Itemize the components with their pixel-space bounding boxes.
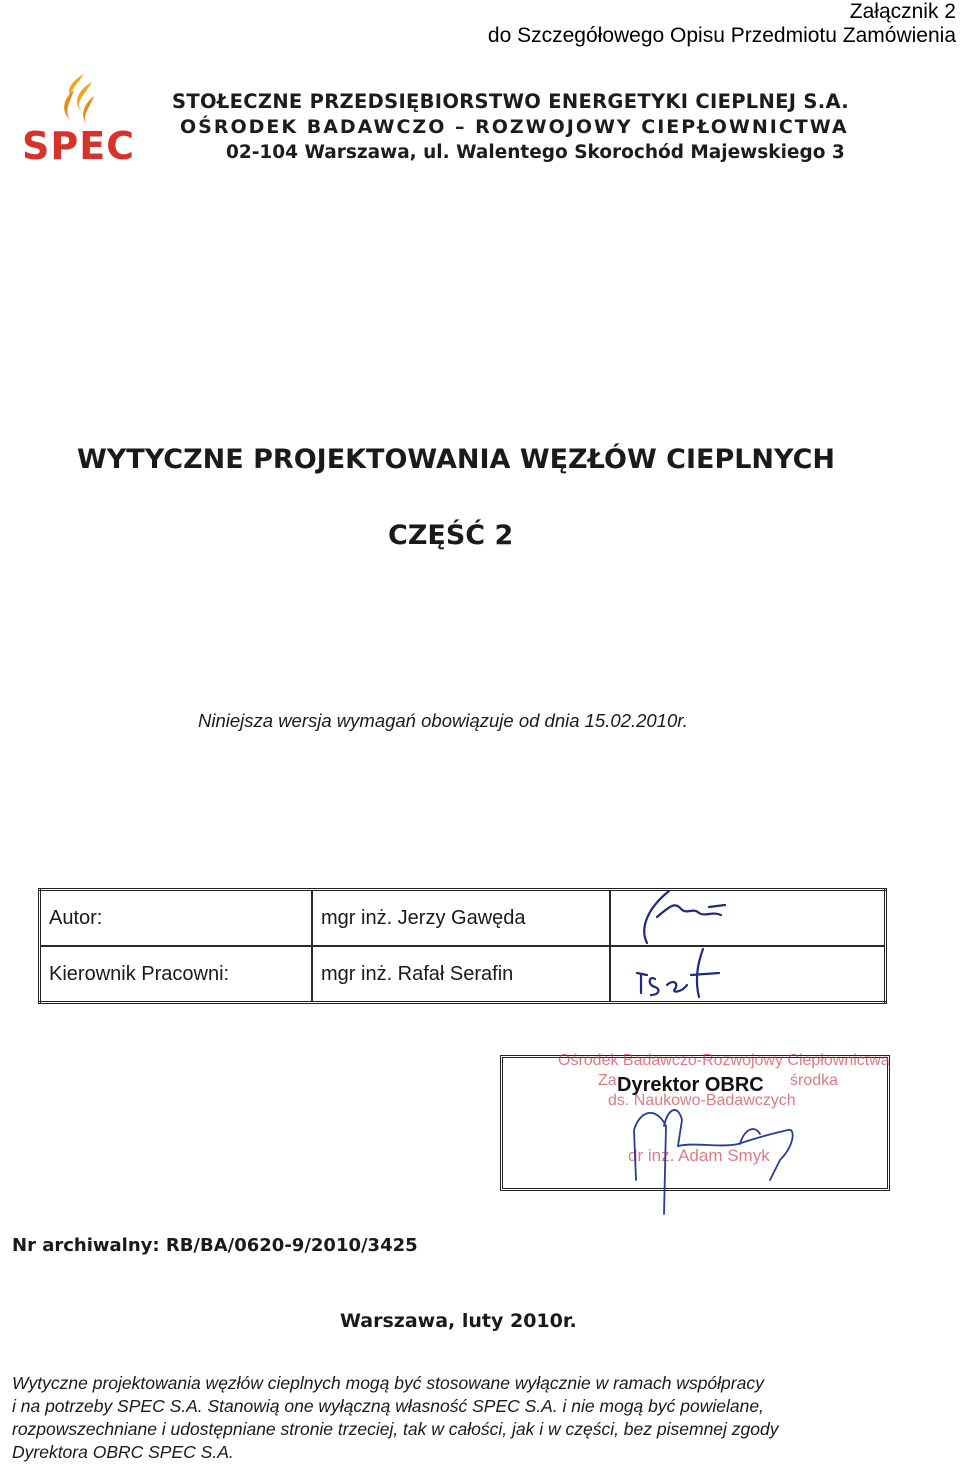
attachment-number: Załącznik 2 xyxy=(849,0,956,23)
attachment-note xyxy=(488,0,956,48)
manager-name: mgr inż. Rafał Serafin xyxy=(312,946,610,1003)
disclaimer xyxy=(12,1372,892,1464)
author-row xyxy=(40,890,886,947)
disclaimer-line: rozpowszechniane i udostępniane stronie trzeciej, tak w całości, jak i w części, bez pisemnej zgody xyxy=(12,1419,779,1439)
stamp-line-fragment-end: środka xyxy=(790,1072,839,1089)
company-name: STOŁECZNE PRZEDSIĘBIORSTWO ENERGETYKI CIEPLNEJ S.A. xyxy=(172,90,849,113)
attachment-reference: do Szczegółowego Opisu Przedmiotu Zamówienia xyxy=(487,24,956,47)
document-part: CZĘŚĆ 2 xyxy=(388,520,514,551)
stamp-person: dr inż. Adam Smyk xyxy=(628,1146,770,1165)
author-signature-image xyxy=(629,887,749,947)
stamp-line-fragment: Za xyxy=(598,1072,617,1089)
flame-icon xyxy=(54,72,102,128)
manager-role: Kierownik Pracowni: xyxy=(40,946,313,1003)
archive-number: Nr archiwalny: RB/BA/0620-9/2010/3425 xyxy=(12,1235,418,1256)
stamp-institution: Ośrodek Badawczo-Rozwojowy Ciepłownictwa xyxy=(558,1052,890,1069)
director-label: Dyrektor OBRC xyxy=(617,1074,764,1096)
director-signature-image xyxy=(620,1050,820,1220)
disclaimer-line: Wytyczne projektowania węzłów cieplnych mogą być stosowane wyłącznie w ramach współpracy xyxy=(12,1373,764,1393)
document-title: WYTYCZNE PROJEKTOWANIA WĘZŁÓW CIEPLNYCH xyxy=(76,444,836,475)
disclaimer-line: i na potrzeby SPEC S.A. Stanowią one wyłączną własność SPEC S.A. i nie mogą być powielane, xyxy=(12,1396,764,1416)
author-signature xyxy=(610,890,886,947)
author-name: mgr inż. Jerzy Gawęda xyxy=(312,890,610,947)
company-header xyxy=(172,90,932,166)
author-role: Autor: xyxy=(40,890,313,947)
stamp-department: ds. Naukowo-Badawczych xyxy=(608,1092,796,1109)
manager-row xyxy=(40,946,886,1003)
manager-signature xyxy=(610,946,886,1003)
logo-text: SPEC xyxy=(22,124,136,168)
spec-logo xyxy=(22,72,142,168)
disclaimer-line: Dyrektora OBRC SPEC S.A. xyxy=(12,1442,234,1462)
validity-note: Niniejsza wersja wymagań obowiązuje od dnia 15.02.2010r. xyxy=(198,710,688,731)
place-and-date: Warszawa, luty 2010r. xyxy=(340,1310,577,1332)
authors-table xyxy=(38,888,887,1004)
company-address: 02-104 Warszawa, ul. Walentego Skorochód Majewskiego 3 xyxy=(226,142,845,163)
manager-signature-image xyxy=(633,945,753,1005)
company-division: OŚRODEK BADAWCZO – ROZWOJOWY CIEPŁOWNICTWA xyxy=(180,116,849,138)
